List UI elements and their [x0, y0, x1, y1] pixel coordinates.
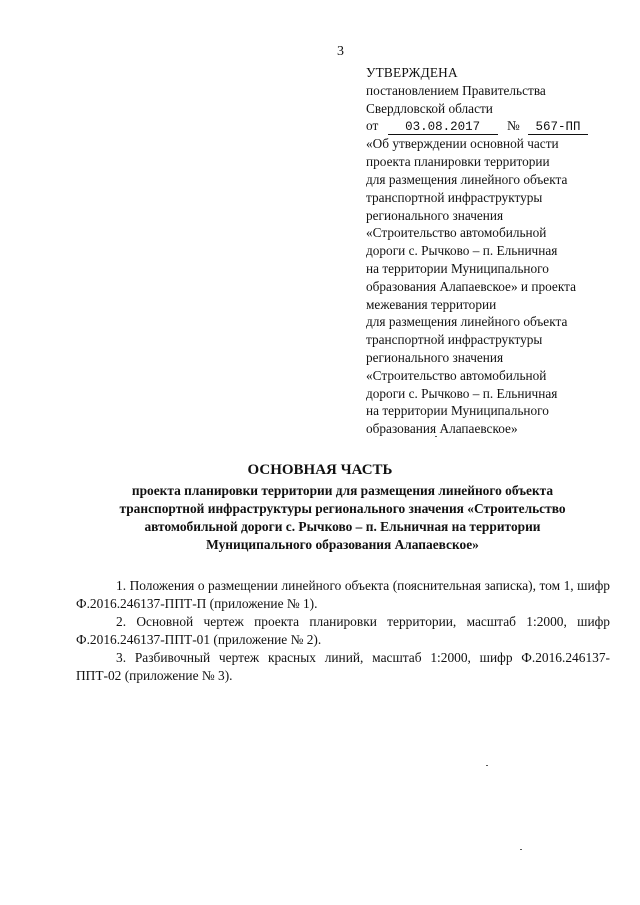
approval-subject-line: для размещения линейного объекта [366, 171, 568, 187]
scan-speck [435, 436, 437, 437]
number-prefix: № [506, 118, 520, 134]
approval-subject-line: регионального значения [366, 349, 504, 365]
annex-list-item [76, 649, 610, 685]
approval-by-line: постановлением Правительства [366, 82, 546, 98]
annex-item-text: Положения о размещении линейного объекта (пояснительная записка), том 1, шифр Ф.2016.246137-ППТ-П (приложение № 1). [76, 578, 610, 611]
approval-by-line: Свердловской области [366, 100, 493, 116]
annex-list-item [76, 577, 610, 613]
approval-stamp-block [366, 64, 626, 438]
document-subheading [90, 482, 595, 554]
annex-list-item [76, 613, 610, 649]
approval-subject-line: дороги с. Рычково – п. Ельничная [366, 243, 558, 259]
approval-subject-line: дороги с. Рычково – п. Ельничная [366, 385, 558, 401]
annex-item-number: 2. [116, 614, 127, 629]
approval-subject [366, 135, 626, 438]
approval-subject-line: транспортной инфраструктуры [366, 332, 543, 348]
subheading-line: проекта планировки территории для размещения линейного объекта [131, 483, 554, 498]
page-number: 3 [337, 44, 344, 59]
annex-item-number: 3. [116, 650, 127, 665]
approval-subject-line: «Строительство автомобильной [366, 225, 547, 241]
scan-speck [486, 765, 488, 766]
approval-subject-line: регионального значения [366, 207, 504, 223]
approval-subject-line: на территории Муниципального [366, 260, 549, 276]
subheading-line: автомобильной дороги с. Рычково – п. Ельничная на территории [144, 519, 541, 534]
approval-subject-line: для размещения линейного объекта [366, 314, 568, 330]
approval-subject-line: образования Алапаевское» и проекта [366, 278, 576, 294]
approval-subject-line: межевания территории [366, 296, 497, 312]
approval-subject-line: «Строительство автомобильной [366, 367, 547, 383]
approval-subject-line: «Об утверждении основной части [366, 136, 559, 152]
subheading-line: транспортной инфраструктуры регионального значения «Строительство [119, 501, 566, 516]
approval-number: 567-ПП [528, 120, 588, 135]
approval-subject-line: транспортной инфраструктуры [366, 189, 543, 205]
document-heading: ОСНОВНАЯ ЧАСТЬ [247, 462, 393, 478]
approval-subject-line: проекта планировки территории [366, 154, 550, 170]
annex-list [76, 577, 610, 685]
approval-subject-line: на территории Муниципального [366, 403, 549, 419]
scan-speck [520, 849, 522, 850]
approval-date: 03.08.2017 [388, 120, 498, 135]
annex-item-text: Основной чертеж проекта планировки территории, масштаб 1:2000, шифр Ф.2016.246137-ППТ-01 (приложение № 2). [76, 614, 610, 647]
annex-item-text: Разбивочный чертеж красных линий, масштаб 1:2000, шифр Ф.2016.246137-ППТ-02 (приложение № 3). [76, 650, 610, 683]
approval-subject-line: образования Алапаевское» [366, 421, 518, 437]
date-prefix: от [366, 118, 379, 134]
approval-title: УТВЕРЖДЕНА [366, 65, 458, 80]
annex-item-number: 1. [116, 578, 127, 593]
approval-reference [366, 117, 626, 135]
subheading-line: Муниципального образования Алапаевское» [206, 537, 479, 552]
